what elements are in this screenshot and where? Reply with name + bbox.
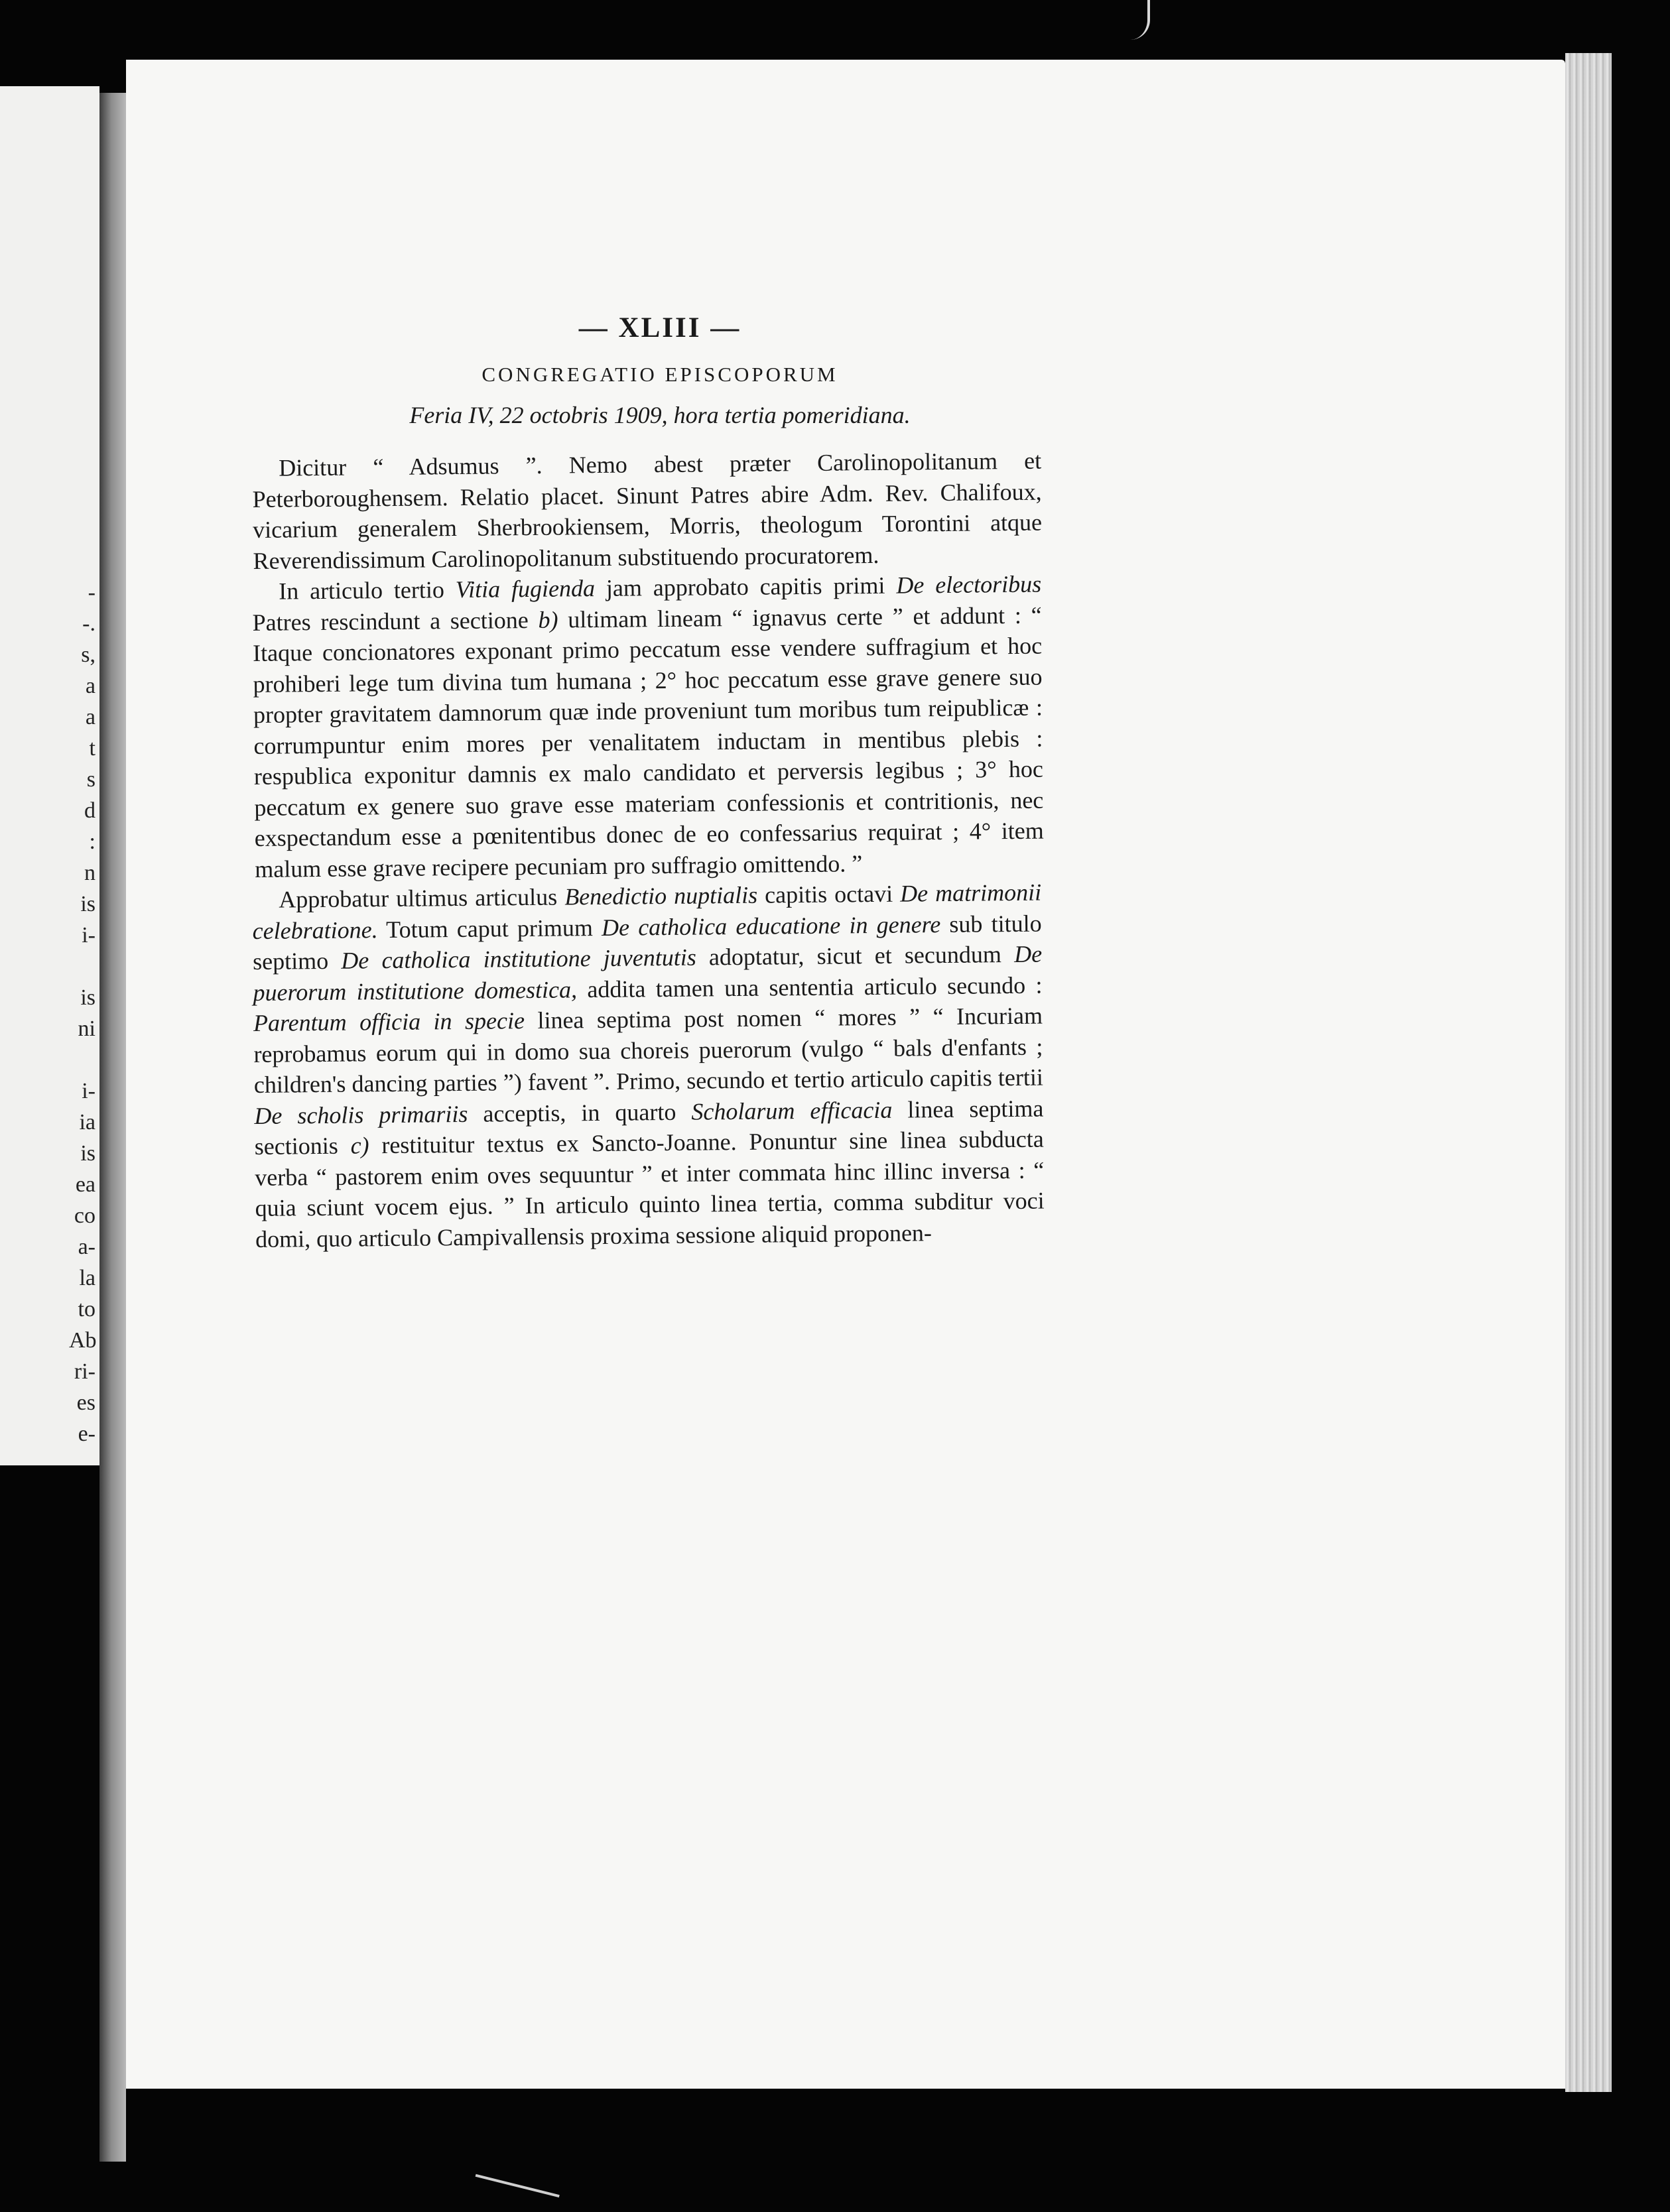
margin-fragment: is: [80, 1141, 96, 1166]
text-run: Approbatur ultimus articulus: [279, 883, 565, 913]
body-paragraphs: [252, 447, 1045, 1255]
italic-title-run: De electoribus: [896, 570, 1042, 599]
margin-fragment: es: [76, 1390, 96, 1415]
italic-title-run: De matrimonii celebratione.: [252, 879, 1042, 944]
text-run: Patres rescindunt a sectione: [252, 606, 539, 636]
margin-fragment: :: [89, 830, 96, 854]
text-run: linea septima sectionis: [254, 1095, 1044, 1160]
text-run: adoptatur, sicut et secundum: [696, 940, 1015, 971]
text-run: ultimam lineam “ ignavus certe ” et addunt : “ Itaque concionatores exponant primo peccatum esse vendere suffragium et hoc prohiberi lege tum divina tum humana ; 2° hoc peccatum esse grave genere suo propter gravitatem damnorum quæ inde proveniunt tum moribus tum reipublicæ : corrumpuntur enim mores per venalitatem inductam in mentibus plebis : respublica exponitur damnis ex malo candidato et perversis legibus ; 3° hoc peccatum ex genere suo grave esse materiam confessionis et contritionis, nec exspectandum esse a pœnitentibus donec de eo confessarius requirat ; 4° item malum esse grave recipere pecuniam pro suffragio omittendo. ”: [252, 601, 1044, 883]
text-run: jam approbato capitis primi: [594, 572, 897, 602]
margin-fragment: d: [84, 798, 96, 823]
session-date-line: Feria IV, 22 octobris 1909, hora tertia pomeridiana.: [409, 402, 911, 428]
margin-fragment: i-: [82, 923, 96, 948]
margin-fragment: s,: [81, 643, 96, 667]
section-heading: CONGREGATIO EPISCOPORUM: [482, 363, 838, 386]
margin-fragment: s: [86, 767, 96, 792]
italic-title-run: Parentum officia in specie: [253, 1007, 525, 1036]
book-spine-shadow: [99, 93, 126, 2162]
page-stack-edges: [1565, 53, 1612, 2092]
body-paragraph: [252, 446, 1043, 576]
margin-fragment: i-: [82, 1079, 96, 1103]
margin-fragment: co: [74, 1203, 96, 1228]
margin-fragment: -.: [82, 611, 96, 636]
margin-fragment: is: [80, 892, 96, 916]
italic-title-run: c): [350, 1132, 369, 1159]
margin-fragment: [69, 1044, 96, 1075]
italic-title-run: De catholica institutione juventutis: [341, 944, 696, 974]
italic-title-run: Scholarum efficacia: [691, 1096, 893, 1125]
italic-title-run: De puerorum institutione domestica,: [253, 940, 1043, 1006]
margin-fragment: n: [84, 861, 96, 885]
text-run: capitis octavi: [757, 880, 901, 908]
margin-fragment: ia: [79, 1110, 96, 1135]
margin-fragment: ea: [75, 1172, 96, 1197]
italic-title-run: De catholica educatione in genere: [601, 910, 941, 941]
scan-artifact-scratch: [476, 2148, 566, 2197]
margin-fragment: a: [85, 705, 96, 729]
margin-fragment: ri-: [74, 1359, 96, 1384]
italic-title-run: Benedictio nuptialis: [564, 881, 758, 910]
text-run: Dicitur “ Adsumus ”. Nemo abest præter Carolinopolitanum et Peterboroughensem. Relatio placet. Sinunt Patres abire Adm. Rev. Chalifoux, vicarium generalem Sherbrookiensem, Morris, theologum Torontini atque Reverendissimum Carolinopolitanum substituendo procuratorem.: [252, 447, 1043, 574]
text-run: addita tamen una sententia articulo secundo :: [576, 971, 1043, 1003]
page-text-block: [252, 312, 1045, 1255]
margin-fragment: [69, 951, 96, 982]
text-run: acceptis, in quarto: [468, 1098, 692, 1127]
margin-fragment: ni: [78, 1016, 96, 1041]
margin-fragment: a: [85, 674, 96, 698]
text-run: In articulo tertio: [279, 576, 456, 605]
margin-fragment: to: [78, 1297, 96, 1321]
page-number: — XLIII —: [578, 312, 741, 343]
margin-fragment: e-: [78, 1422, 96, 1446]
left-page-margin-text: [69, 577, 96, 1449]
text-run: Totum caput primum: [377, 914, 602, 943]
text-run: restituitur textus ex Sancto-Joanne. Ponuntur sine linea subducta verba “ pastorem enim oves sequuntur ” et inter commata hinc illinc inversa : “ quia sciunt vocem ejus. ” In articulo quinto linea tertia, comma subditur voci domi, quo articulo Campivallensis proxima sessione aliquid proponen-: [255, 1125, 1045, 1253]
margin-fragment: a-: [78, 1235, 96, 1259]
italic-title-run: De scholis primariis: [254, 1100, 468, 1129]
text-run: linea septima post nomen “ mores ” “ Incuriam reprobamus eorum qui in domo sua choreis puerorum (vulgo “ bals d'enfants ; children's dancing parties ”) favent ”. Primo, secundo et tertio articulo capitis tertii: [253, 1002, 1044, 1098]
body-paragraph: [252, 877, 1045, 1255]
margin-fragment: la: [79, 1266, 96, 1290]
text-run: sub titulo septimo: [252, 910, 1042, 975]
scan-artifact-mark: [1127, 0, 1150, 40]
italic-title-run: Vitia fugienda: [455, 575, 596, 603]
left-page-edge: [0, 86, 99, 1465]
margin-fragment: Ab: [69, 1328, 97, 1353]
margin-fragment: is: [80, 985, 96, 1010]
margin-fragment: t: [89, 736, 96, 761]
italic-title-run: b): [538, 606, 558, 633]
body-paragraph: [252, 569, 1044, 885]
margin-fragment: -: [88, 580, 96, 605]
